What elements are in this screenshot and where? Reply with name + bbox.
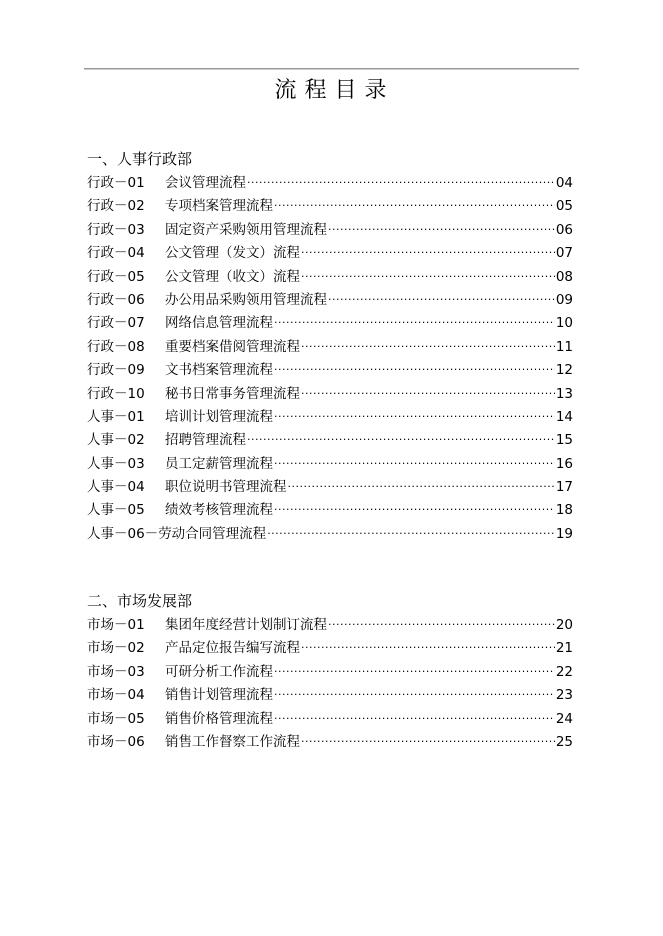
toc-entry[interactable] <box>87 219 573 242</box>
toc-entry-page-number: 14 <box>555 408 573 425</box>
dot-leader <box>247 428 555 451</box>
toc-entry-title: 销售计划管理流程 <box>165 687 273 704</box>
toc-entry[interactable] <box>87 684 573 707</box>
dot-leader <box>274 194 555 217</box>
toc-entry-code: 市场－04 <box>87 687 145 704</box>
toc-entry-page-number: 19 <box>555 525 573 542</box>
toc-entry-code: 人事－03 <box>87 455 145 472</box>
toc-entry-page-number: 17 <box>555 479 573 496</box>
toc-entry-code: 行政－09 <box>87 362 145 379</box>
toc-entry[interactable] <box>87 637 573 660</box>
dot-leader <box>301 335 555 358</box>
dot-leader <box>274 452 555 475</box>
dot-leader <box>274 707 555 730</box>
toc-entry-page-number: 04 <box>555 175 573 191</box>
toc-entry-page-number: 08 <box>555 268 573 285</box>
toc-entry-title: 员工定薪管理流程 <box>165 455 273 472</box>
toc-entry-page-number: 12 <box>555 362 573 379</box>
toc-entry[interactable] <box>87 429 573 452</box>
toc-entry-title: 可研分析工作流程 <box>165 663 273 680</box>
dot-leader <box>328 288 555 311</box>
toc-entry-title: 公文管理（发文）流程 <box>165 245 300 262</box>
toc-entry[interactable] <box>87 406 573 429</box>
section-market-development <box>87 590 573 754</box>
dot-leader <box>267 522 555 545</box>
toc-entry-code: 行政－06 <box>87 291 145 308</box>
toc-entry-title: 秘书日常事务管理流程 <box>165 385 300 402</box>
toc-entry[interactable] <box>87 708 573 731</box>
toc-entry-page-number: 21 <box>555 640 573 657</box>
section-heading: 一、人事行政部 <box>87 150 193 168</box>
toc-entry-page-number: 06 <box>555 221 573 238</box>
toc-entry-page-number: 15 <box>555 432 573 449</box>
toc-entry[interactable] <box>87 661 573 684</box>
toc-entry-title: 固定资产采购领用管理流程 <box>165 221 327 238</box>
toc-entry[interactable] <box>87 242 573 265</box>
toc-entry[interactable] <box>87 614 573 637</box>
section-heading: 二、市场发展部 <box>87 592 193 610</box>
toc-entry-title: 销售价格管理流程 <box>165 710 273 727</box>
dot-leader <box>288 475 555 498</box>
dot-leader <box>301 265 555 288</box>
toc-entry[interactable] <box>87 523 573 546</box>
toc-entry-page-number: 16 <box>555 455 573 472</box>
toc-entry-code: 市场－05 <box>87 710 145 727</box>
toc-entry-code: 行政－01 <box>87 175 145 191</box>
toc-entry-page-number: 13 <box>555 385 573 402</box>
toc-entry-page-number: 25 <box>555 733 573 750</box>
header-rule <box>84 68 579 69</box>
toc-entry-title: 培训计划管理流程 <box>165 408 273 425</box>
toc-list <box>87 172 573 546</box>
toc-entry-title: 劳动合同管理流程 <box>158 525 267 542</box>
toc-entry-title: 公文管理（收文）流程 <box>165 268 300 285</box>
toc-entry-code: 行政－04 <box>87 245 145 262</box>
toc-entry[interactable] <box>87 312 573 335</box>
page-title: 流程目录 <box>274 78 395 103</box>
dot-leader <box>274 405 555 428</box>
toc-entry-page-number: 07 <box>555 245 573 262</box>
toc-entry[interactable] <box>87 172 573 195</box>
toc-entry-title: 会议管理流程 <box>165 175 246 191</box>
toc-entry-code: 市场－01 <box>87 617 145 633</box>
toc-entry-code: 人事－02 <box>87 432 145 449</box>
dot-leader <box>301 636 555 659</box>
toc-entry-title: 重要档案借阅管理流程 <box>165 338 300 355</box>
toc-entry-page-number: 09 <box>555 291 573 308</box>
toc-entry-page-number: 22 <box>555 663 573 680</box>
toc-entry-page-number: 18 <box>555 502 573 519</box>
toc-entry-title: 专项档案管理流程 <box>165 198 273 215</box>
toc-entry-page-number: 24 <box>555 710 573 727</box>
toc-entry[interactable] <box>87 453 573 476</box>
dot-leader <box>301 241 555 264</box>
toc-entry-code: 市场－02 <box>87 640 145 657</box>
toc-entry-code: 行政－10 <box>87 385 145 402</box>
toc-entry-code: 人事－06－ <box>87 525 159 542</box>
toc-entry[interactable] <box>87 336 573 359</box>
toc-entry-title: 产品定位报告编写流程 <box>165 640 300 657</box>
toc-entry-page-number: 10 <box>555 315 573 332</box>
toc-entry-page-number: 05 <box>555 198 573 215</box>
dot-leader <box>328 218 555 241</box>
section-personnel-admin <box>87 148 573 546</box>
toc-entry-code: 行政－08 <box>87 338 145 355</box>
toc-entry[interactable] <box>87 359 573 382</box>
toc-list <box>87 614 573 754</box>
toc-entry-code: 行政－03 <box>87 221 145 238</box>
toc-entry[interactable] <box>87 499 573 522</box>
toc-entry-code: 市场－03 <box>87 663 145 680</box>
toc-entry[interactable] <box>87 731 573 754</box>
toc-entry-code: 行政－02 <box>87 198 145 215</box>
toc-entry-code: 人事－04 <box>87 479 145 496</box>
toc-entry-code: 行政－05 <box>87 268 145 285</box>
dot-leader <box>301 382 555 405</box>
toc-entry-title: 销售工作督察工作流程 <box>165 733 300 750</box>
toc-entry[interactable] <box>87 266 573 289</box>
toc-entry-title: 网络信息管理流程 <box>165 315 273 332</box>
dot-leader <box>274 660 555 683</box>
toc-entry[interactable] <box>87 383 573 406</box>
toc-entry-code: 人事－01 <box>87 408 145 425</box>
toc-entry-title: 招聘管理流程 <box>165 432 246 449</box>
toc-entry-title: 绩效考核管理流程 <box>165 502 273 519</box>
toc-entry[interactable] <box>87 289 573 312</box>
toc-entry-title: 集团年度经营计划制订流程 <box>165 617 327 633</box>
dot-leader <box>247 171 555 194</box>
dot-leader <box>274 683 555 706</box>
toc-entry-code: 市场－06 <box>87 733 145 750</box>
toc-entry-title: 文书档案管理流程 <box>165 362 273 379</box>
dot-leader <box>328 613 555 636</box>
dot-leader <box>274 498 555 521</box>
toc-entry-title: 办公用品采购领用管理流程 <box>165 291 327 308</box>
dot-leader <box>301 730 555 753</box>
toc-entry[interactable] <box>87 476 573 499</box>
toc-entry[interactable] <box>87 195 573 218</box>
dot-leader <box>274 311 555 334</box>
toc-entry-page-number: 20 <box>555 617 573 633</box>
toc-entry-page-number: 11 <box>555 338 573 355</box>
dot-leader <box>274 358 555 381</box>
toc-entry-page-number: 23 <box>555 687 573 704</box>
toc-entry-code: 人事－05 <box>87 502 145 519</box>
toc-entry-code: 行政－07 <box>87 315 145 332</box>
toc-entry-title: 职位说明书管理流程 <box>165 479 287 496</box>
